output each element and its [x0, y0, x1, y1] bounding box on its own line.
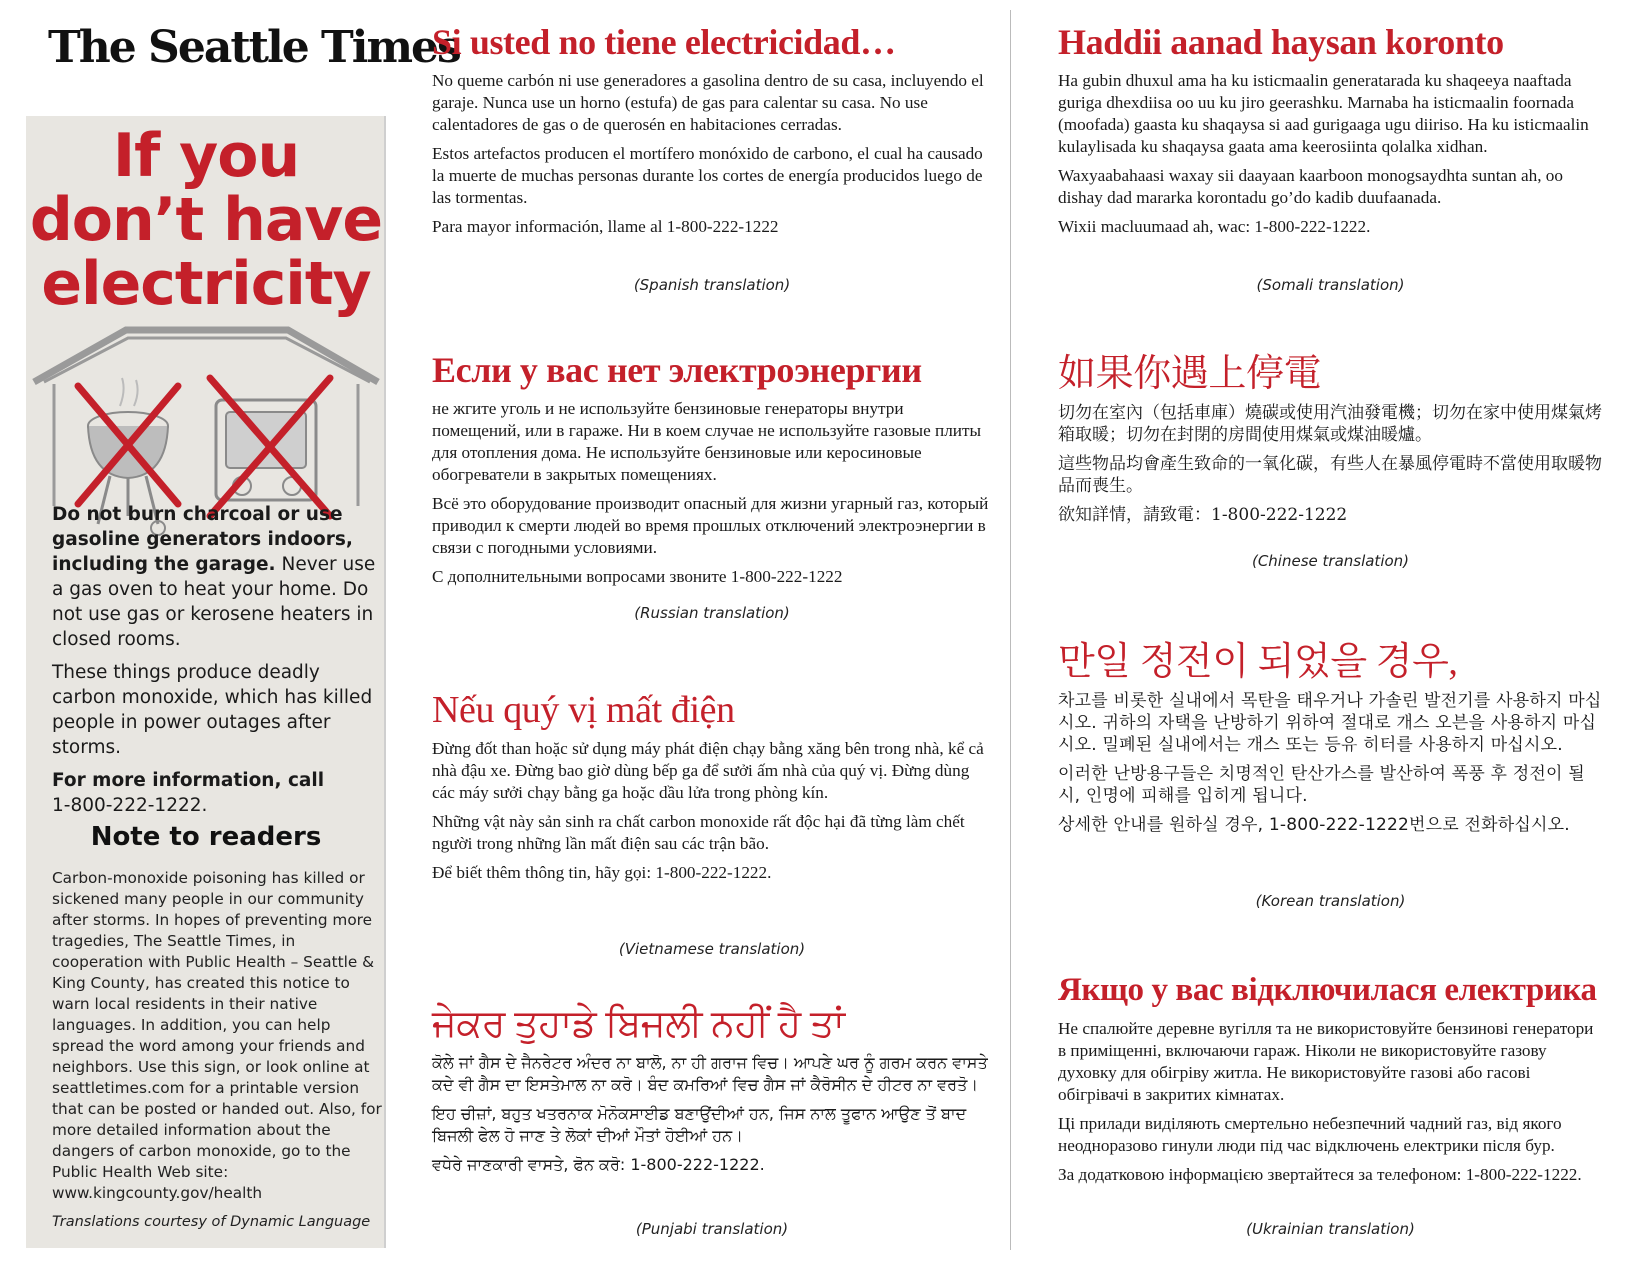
translation-korean [1058, 640, 1603, 910]
translation-caption: (Vietnamese translation) [618, 940, 806, 958]
translation-title: Haddii aanad haysan koronto [1058, 22, 1504, 62]
translation-somali [1058, 20, 1603, 300]
translation-paragraph: 이러한 난방용구들은 치명적인 탄산가스를 발산하여 폭풍 후 정전이 될 시, 인명에 피해를 입히게 됩니다. [1058, 764, 1585, 806]
translation-paragraph: Waxyaabahaasi waxay sii daayaan kaarboon monogsaydhta suntan ah, oo dishay dad mararka korontadu go’do kadib duufaanada. [1058, 166, 1563, 207]
info-paragraph [52, 768, 382, 818]
headline [26, 121, 386, 319]
translation-paragraph: Estos artefactos producen el mortífero monóxido de carbono, el cual ha causado la muerte de muchas personas durante los cortes de energía producidos luego de las tormentas. [432, 144, 983, 207]
headline-line: don’t have [29, 185, 383, 255]
warning-plain: Never use a gas oven to heat your home. Do not use gas or kerosene heaters in closed rooms. [52, 554, 376, 650]
translation-caption: (Ukrainian translation) [1246, 1220, 1415, 1238]
translation-chinese [1058, 352, 1603, 572]
translation-paragraph: 상세한 안내를 원하실 경우, 1-800-222-1222번으로 전화하십시오. [1058, 815, 1570, 835]
translation-caption: (Chinese translation) [1251, 552, 1410, 570]
translation-paragraph: Để biết thêm thông tin, hãy gọi: 1-800-222-1222. [432, 863, 772, 882]
translation-paragraph: 欲知詳情，請致電：1-800-222-1222 [1058, 505, 1348, 525]
masthead-logo: The Seattle Times [48, 22, 460, 73]
translation-paragraph: Ha gubin dhuxul ama ha ku isticmaalin generatarada ku shaqeeya naaftada guriga dhexdiisa oo uu ku jiro geerashku. Marnaba ha isticmaalin foornada (moofada) gaasta ku shaqaysa si aad gurigaaga ugu diiriso. Ha ku isticmaalin kulaylisada ku shaqaysa gaata ama keerosiinta qolalka xidhan. [1058, 71, 1589, 156]
translation-russian [432, 348, 992, 628]
headline-line: If you [112, 121, 300, 191]
translation-caption: (Korean translation) [1255, 892, 1406, 910]
translation-paragraph: 這些物品均會產生致命的一氧化碳，有些人在暴風停電時不當使用取暖物品而喪生。 [1058, 454, 1602, 496]
sidebar-panel [26, 116, 386, 1248]
note-body: Carbon-monoxide poisoning has killed or sickened many people in our community after storms. In hopes of preventing more tragedies, The Seattle Times, in cooperation with Public Health – Seattle & King County, has created this notice to warn local residents in their native languages. In addition, you can help spread the word among your friends and neighbors. Use this sign, or look online at seattletimes.com for a printable version that can be posted or handed out. Also, for more detailed information about the dangers of carbon monoxide, go to the Public Health Web site: www.kingcounty.gov/health [52, 869, 382, 1202]
translation-paragraph: Ці прилади виділяють смертельно небезпечний чадний газ, від якого неодноразово гинули люди під час відключень електрики після бур. [1058, 1114, 1562, 1155]
translation-paragraph: Всё это оборудование производит опасный для жизни угарный газ, который приводил к смерти людей во время прошлых отключений электроэнергии в связи с погодными условиями. [432, 494, 989, 557]
info-bold: For more information, call [52, 770, 325, 791]
translation-caption: (Punjabi translation) [635, 1220, 789, 1238]
translation-credit: Translations courtesy of Dynamic Language [52, 1214, 371, 1230]
translation-punjabi [432, 1002, 992, 1252]
headline-line: electricity [41, 249, 371, 319]
translation-title: Si usted no tiene electricidad… [432, 22, 896, 62]
translation-paragraph: Đừng đốt than hoặc sử dụng máy phát điện chạy bằng xăng bên trong nhà, kể cả nhà đậu xe. Đừng bao giờ dùng bếp ga để sưởi ấm nhà của quý vị. Đừng dùng các máy sưởi chạy bằng ga hoặc dầu lửa trong phòng kín. [432, 739, 984, 802]
translation-paragraph: За додатковою інформацією звертайтеся за телефоном: 1-800-222-1222. [1058, 1165, 1582, 1184]
translation-caption: (Somali translation) [1256, 276, 1405, 294]
translation-paragraph: No queme carbón ni use generadores a gasolina dentro de su casa, incluyendo el garaje. Nunca use un horno (estufa) de gas para calentar su casa. No use calentadores de gas o de querosén en habitaciones cerradas. [432, 71, 984, 134]
column-divider [1010, 10, 1011, 1250]
translation-title: Якщо у вас відключилася електрика [1058, 972, 1597, 1008]
note-title: Note to readers [90, 822, 322, 852]
translation-title: Nếu quý vị mất điện [432, 689, 735, 731]
translation-ukrainian [1058, 968, 1603, 1248]
translation-title: 만일 정전이 되었을 경우, [1058, 641, 1458, 683]
translation-paragraph: Para mayor información, llame al 1-800-222-1222 [432, 217, 779, 236]
translation-title: 如果你遇上停電 [1058, 353, 1322, 395]
warning-paragraph [52, 502, 382, 652]
translation-title: Если у вас нет электроэнергии [432, 350, 922, 390]
warning-bold: Do not burn charcoal or use gasoline generators indoors, including the garage. [52, 504, 353, 575]
translation-paragraph: С дополнительными вопросами звоните 1-800-222-1222 [432, 567, 843, 586]
warning-text [52, 502, 382, 826]
translation-paragraph: ਇਹ ਚੀਜ਼ਾਂ, ਬਹੁਤ ਖਤਰਨਾਕ ਮੋਨੋਕਸਾਈਡ ਬਣਾਉਂਦੀਆਂ ਹਨ, ਜਿਸ ਨਾਲ ਤੂਫਾਨ ਆਉਣ ਤੋਂ ਬਾਦ ਬਿਜਲੀ ਫੇਲ ਹੋ ਜਾਣ ਤੇ ਲੋਕਾਂ ਦੀਆਂ ਮੌਤਾਂ ਹੋਈਆਂ ਹਨ। [432, 1104, 967, 1145]
translation-caption: (Spanish translation) [633, 276, 791, 294]
translation-title: ਜੇਕਰ ਤੁਹਾਡੇ ਬਿਜਲੀ ਨਹੀਂ ਹੈ ਤਾਂ [432, 1003, 845, 1045]
translation-paragraph: 차고를 비롯한 실내에서 목탄을 태우거나 가솔린 발전기를 사용하지 마십시오. 귀하의 자택을 난방하기 위하여 절대로 개스 오븐을 사용하지 마십시오. 밀폐된 실내에서는 개스 또는 등유 히터를 사용하지 마십시오. [1058, 691, 1602, 755]
warning-paragraph-2: These things produce deadly carbon monoxide, which has killed people in power outages after storms. [52, 662, 373, 758]
generator-crossed-icon [210, 378, 330, 516]
translation-caption: (Russian translation) [634, 604, 790, 622]
translation-vietnamese [432, 688, 992, 968]
translation-paragraph: 切勿在室內（包括車庫）燒碳或使用汽油發電機；切勿在家中使用煤氣烤箱取暖；切勿在封閉的房間使用煤氣或煤油暖爐。 [1058, 403, 1602, 445]
translation-paragraph: Не спалюйте деревне вугілля та не використовуйте бензинові генератори в приміщенні, включаючи гараж. Ніколи не використовуйте газову духовку для обігріву житла. Не використовуйте газові або гасові обігрівачі в закритих кімнатах. [1058, 1019, 1594, 1104]
translation-spanish [432, 20, 992, 294]
info-phone: 1-800-222-1222. [52, 795, 208, 816]
translation-paragraph: Những vật này sản sinh ra chất carbon monoxide rất độc hại đã từng làm chết người trong những lần mất điện sau các trận bão. [432, 812, 965, 853]
translation-paragraph: ਵਧੇਰੇ ਜਾਣਕਾਰੀ ਵਾਸਤੇ, ਫੋਨ ਕਰੋ: 1-800-222-1222. [432, 1155, 765, 1174]
translation-paragraph: Wixii macluumaad ah, wac: 1-800-222-1222. [1058, 217, 1371, 236]
translation-paragraph: не жгите уголь и не используйте бензиновые генераторы внутри помещений, или в гараже. Ни в коем случае не используйте газовые плиты для отопления дома. Не используйте бензиновые или керосиновые обогреватели в закрытых помещениях. [432, 399, 982, 484]
translation-paragraph: ਕੋਲੇ ਜਾਂ ਗੈਸ ਦੇ ਜੈਨਰੇਟਰ ਅੰਦਰ ਨਾ ਬਾਲੋ, ਨਾ ਹੀ ਗਰਾਜ ਵਿਚ। ਆਪਣੇ ਘਰ ਨੂੰ ਗਰਮ ਕਰਨ ਵਾਸਤੇ ਕਦੇ ਵੀ ਗੈਸ ਦਾ ਇਸਤੇਮਾਲ ਨਾ ਕਰੋ। ਬੰਦ ਕਮਰਿਆਂ ਵਿਚ ਗੈਸ ਜਾਂ ਕੈਰੋਸੀਨ ਦੇ ਹੀਟਰ ਨਾ ਵਰਤੋ। [432, 1053, 988, 1094]
